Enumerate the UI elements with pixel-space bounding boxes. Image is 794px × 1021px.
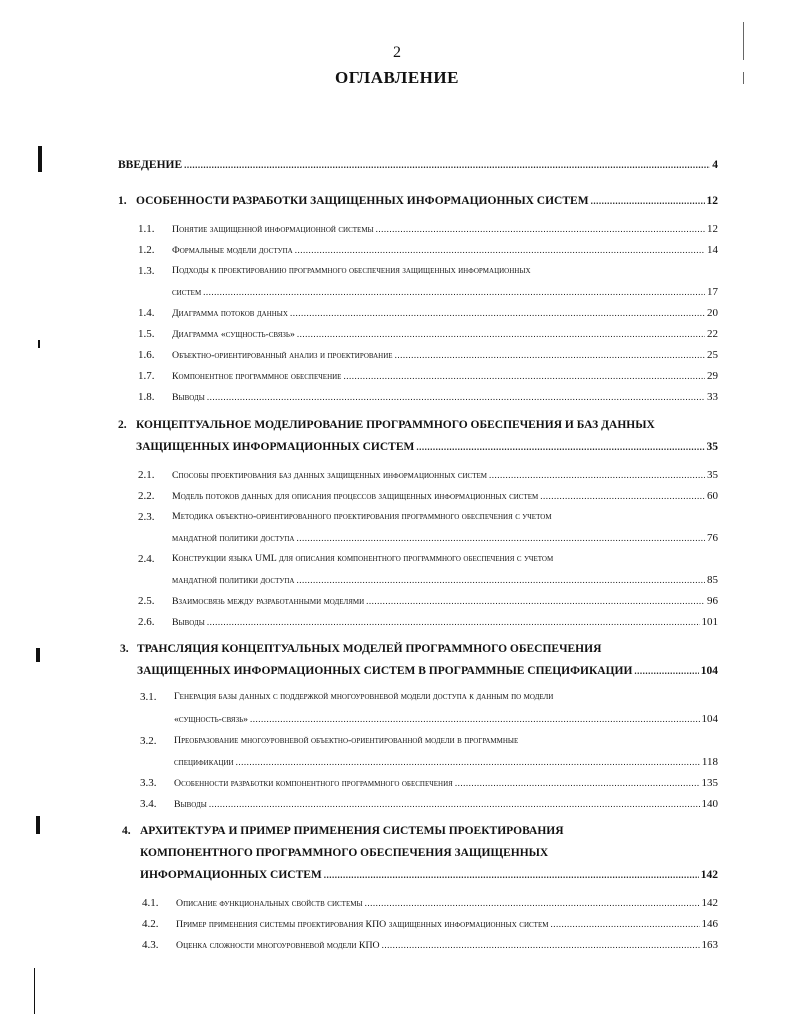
dot-leader	[489, 467, 705, 483]
section-entry	[174, 775, 718, 792]
section-entry-page-number: 118	[701, 756, 718, 768]
section-entry-text: систем	[172, 287, 202, 298]
chapter-heading-line: ТРАНСЛЯЦИЯ КОНЦЕПТУАЛЬНЫХ МОДЕЛЕЙ ПРОГРАММНОГО ОБЕСПЕЧЕНИЯ	[137, 643, 602, 655]
section-number: 2.1.	[138, 469, 155, 481]
dot-leader	[203, 284, 705, 300]
section-entry-text: «сущность-связь»	[174, 714, 248, 725]
section-number: 1.6.	[138, 349, 155, 361]
chapter-heading	[136, 439, 718, 455]
section-entry-text: Выводы	[172, 392, 205, 403]
section-entry-text: спецификации	[174, 757, 234, 768]
section-entry-line: Методика объектно-ориентированного проектирования программного обеспечения с учетом	[172, 511, 552, 522]
section-entry	[172, 593, 718, 610]
section-number: 1.2.	[138, 244, 155, 256]
chapter-heading-line: КОНЦЕПТУАЛЬНОЕ МОДЕЛИРОВАНИЕ ПРОГРАММНОГО ОБЕСПЕЧЕНИЯ И БАЗ ДАННЫХ	[136, 419, 655, 431]
scan-mark	[38, 146, 42, 172]
section-entry-text: Оценка сложности многоуровневой модели КПО	[176, 940, 380, 951]
section-number: 2.5.	[138, 595, 155, 607]
section-entry-page-number: 60	[707, 490, 718, 502]
section-number: 1.8.	[138, 391, 155, 403]
dot-leader	[395, 347, 705, 363]
dot-leader	[296, 572, 705, 588]
dot-leader	[343, 368, 705, 384]
section-number: 1.1.	[138, 223, 155, 235]
section-entry-text: Особенности разработки компонентного программного обеспечения	[174, 778, 453, 789]
chapter-number: 1.	[118, 195, 127, 207]
section-entry-page-number: 35	[707, 469, 718, 481]
section-number: 4.3.	[142, 939, 159, 951]
page-number: 2	[393, 44, 401, 61]
section-entry-text: Диаграмма «сущность-связь»	[172, 329, 295, 340]
section-entry-text: Объектно-ориентированный анализ и проектирование	[172, 350, 393, 361]
chapter-heading-page-number: 35	[706, 441, 718, 453]
dot-leader	[295, 242, 705, 258]
dot-leader	[236, 754, 700, 770]
dot-leader	[207, 614, 700, 630]
chapter-number: 2.	[118, 419, 127, 431]
chapter-heading-text: ОСОБЕННОСТИ РАЗРАБОТКИ ЗАЩИЩЕННЫХ ИНФОРМАЦИОННЫХ СИСТЕМ	[136, 195, 589, 207]
section-entry-text: Формальные модели доступа	[172, 245, 293, 256]
chapter-heading-line: КОМПОНЕНТНОГО ПРОГРАММНОГО ОБЕСПЕЧЕНИЯ ЗАЩИЩЕННЫХ	[140, 847, 549, 859]
section-entry	[172, 530, 718, 547]
dot-leader	[550, 916, 699, 932]
section-entry-page-number: 101	[701, 616, 718, 628]
scan-mark	[743, 22, 744, 60]
chapter-heading-text: ИНФОРМАЦИОННЫХ СИСТЕМ	[140, 869, 322, 881]
section-entry-page-number: 17	[707, 286, 718, 298]
scan-mark	[34, 968, 35, 1014]
toc-entry-intro	[118, 157, 718, 173]
section-entry-page-number: 22	[707, 328, 718, 340]
chapter-heading-text: ЗАЩИЩЕННЫХ ИНФОРМАЦИОННЫХ СИСТЕМ В ПРОГРАММНЫЕ СПЕЦИФИКАЦИИ	[137, 665, 633, 677]
section-entry	[172, 368, 718, 385]
section-number: 2.4.	[138, 553, 155, 565]
section-entry	[172, 284, 718, 301]
section-entry-page-number: 135	[701, 777, 718, 789]
scan-mark	[36, 648, 40, 662]
section-entry	[176, 895, 718, 912]
section-entry-text: Компонентное программное обеспечение	[172, 371, 342, 382]
toc-entry-intro-page-number: 4	[712, 159, 718, 171]
dot-leader	[376, 221, 705, 237]
chapter-heading-text: ЗАЩИЩЕННЫХ ИНФОРМАЦИОННЫХ СИСТЕМ	[136, 441, 415, 453]
section-number: 3.4.	[140, 798, 157, 810]
section-entry	[176, 916, 718, 933]
dot-leader	[382, 937, 700, 953]
section-entry-page-number: 33	[707, 391, 718, 403]
section-number: 2.2.	[138, 490, 155, 502]
section-number: 1.3.	[138, 265, 155, 277]
section-number: 3.1.	[140, 691, 157, 703]
section-entry-page-number: 12	[707, 223, 718, 235]
chapter-number: 4.	[122, 825, 131, 837]
section-entry-text: Описание функциональных свойств системы	[176, 898, 363, 909]
dot-leader	[324, 867, 699, 883]
section-entry-page-number: 163	[701, 939, 718, 951]
section-entry-text: Модель потоков данных для описания процессов защищенных информационных систем	[172, 491, 539, 502]
section-entry-page-number: 20	[707, 307, 718, 319]
section-entry-page-number: 140	[701, 798, 718, 810]
chapter-heading-page-number: 104	[700, 665, 718, 677]
scan-mark	[38, 340, 40, 348]
section-entry	[172, 614, 718, 631]
section-number: 4.1.	[142, 897, 159, 909]
chapter-heading-page-number: 12	[706, 195, 718, 207]
section-entry	[172, 389, 718, 406]
section-entry-text: Взаимосвязь между разработанными моделями	[172, 596, 365, 607]
section-entry	[172, 221, 718, 238]
dot-leader	[366, 593, 705, 609]
chapter-heading	[136, 193, 718, 209]
toc-entry-intro-text: ВВЕДЕНИЕ	[118, 159, 183, 171]
page-title: ОГЛАВЛЕНИЕ	[335, 68, 459, 87]
section-entry-text: Выводы	[174, 799, 207, 810]
dot-leader	[290, 305, 705, 321]
dot-leader	[540, 488, 705, 504]
section-number: 1.4.	[138, 307, 155, 319]
section-entry-text: мандатной политики доступа	[172, 575, 295, 586]
section-entry-line: Подходы к проектированию программного обеспечения защищенных информационных	[172, 265, 531, 276]
dot-leader	[250, 711, 700, 727]
section-entry-page-number: 85	[707, 574, 718, 586]
chapter-heading-line: АРХИТЕКТУРА И ПРИМЕР ПРИМЕНЕНИЯ СИСТЕМЫ ПРОЕКТИРОВАНИЯ	[140, 825, 564, 837]
section-number: 3.3.	[140, 777, 157, 789]
section-entry-page-number: 25	[707, 349, 718, 361]
section-entry-page-number: 96	[707, 595, 718, 607]
section-entry	[172, 572, 718, 589]
section-entry	[172, 488, 718, 505]
chapter-heading	[137, 663, 718, 679]
section-entry-text: мандатной политики доступа	[172, 533, 295, 544]
section-entry	[172, 347, 718, 364]
section-entry-text: Понятие защищенной информационной системы	[172, 224, 374, 235]
section-entry	[174, 796, 718, 813]
section-entry-text: Пример применения системы проектирования КПО защищенных информационных систем	[176, 919, 549, 930]
dot-leader	[416, 439, 704, 455]
section-entry-page-number: 142	[701, 897, 718, 909]
section-entry-line: Преобразование многоуровневой объектно-ориентированной модели в программные	[174, 735, 519, 746]
dot-leader	[296, 530, 705, 546]
section-entry	[172, 467, 718, 484]
section-entry-text: Диаграмма потоков данных	[172, 308, 288, 319]
chapter-heading-page-number: 142	[700, 869, 718, 881]
section-entry-page-number: 146	[701, 918, 718, 930]
section-entry	[172, 326, 718, 343]
section-entry-line: Конструкции языка UML для описания компонентного программного обеспечения с учетом	[172, 553, 554, 564]
dot-leader	[184, 157, 710, 173]
dot-leader	[634, 663, 698, 679]
section-number: 1.5.	[138, 328, 155, 340]
section-entry-page-number: 29	[707, 370, 718, 382]
dot-leader	[209, 796, 700, 812]
dot-leader	[591, 193, 705, 209]
section-entry-page-number: 76	[707, 532, 718, 544]
dot-leader	[207, 389, 705, 405]
section-number: 4.2.	[142, 918, 159, 930]
section-entry	[176, 937, 718, 954]
section-entry	[174, 711, 718, 728]
scan-mark	[36, 816, 40, 834]
scan-mark	[743, 72, 744, 84]
section-entry-page-number: 14	[707, 244, 718, 256]
section-entry-text: Выводы	[172, 617, 205, 628]
section-number: 1.7.	[138, 370, 155, 382]
section-number: 2.6.	[138, 616, 155, 628]
section-number: 2.3.	[138, 511, 155, 523]
section-entry-text: Способы проектирования баз данных защищенных информационных систем	[172, 470, 487, 481]
chapter-number: 3.	[120, 643, 129, 655]
section-number: 3.2.	[140, 735, 157, 747]
dot-leader	[297, 326, 705, 342]
section-entry	[172, 305, 718, 322]
section-entry-page-number: 104	[701, 713, 718, 725]
section-entry-line: Генерация базы данных с поддержкой многоуровневой модели доступа к данным по модели	[174, 691, 554, 702]
section-entry	[172, 242, 718, 259]
dot-leader	[455, 775, 700, 791]
section-entry	[174, 754, 718, 771]
dot-leader	[365, 895, 700, 911]
chapter-heading	[140, 867, 718, 883]
